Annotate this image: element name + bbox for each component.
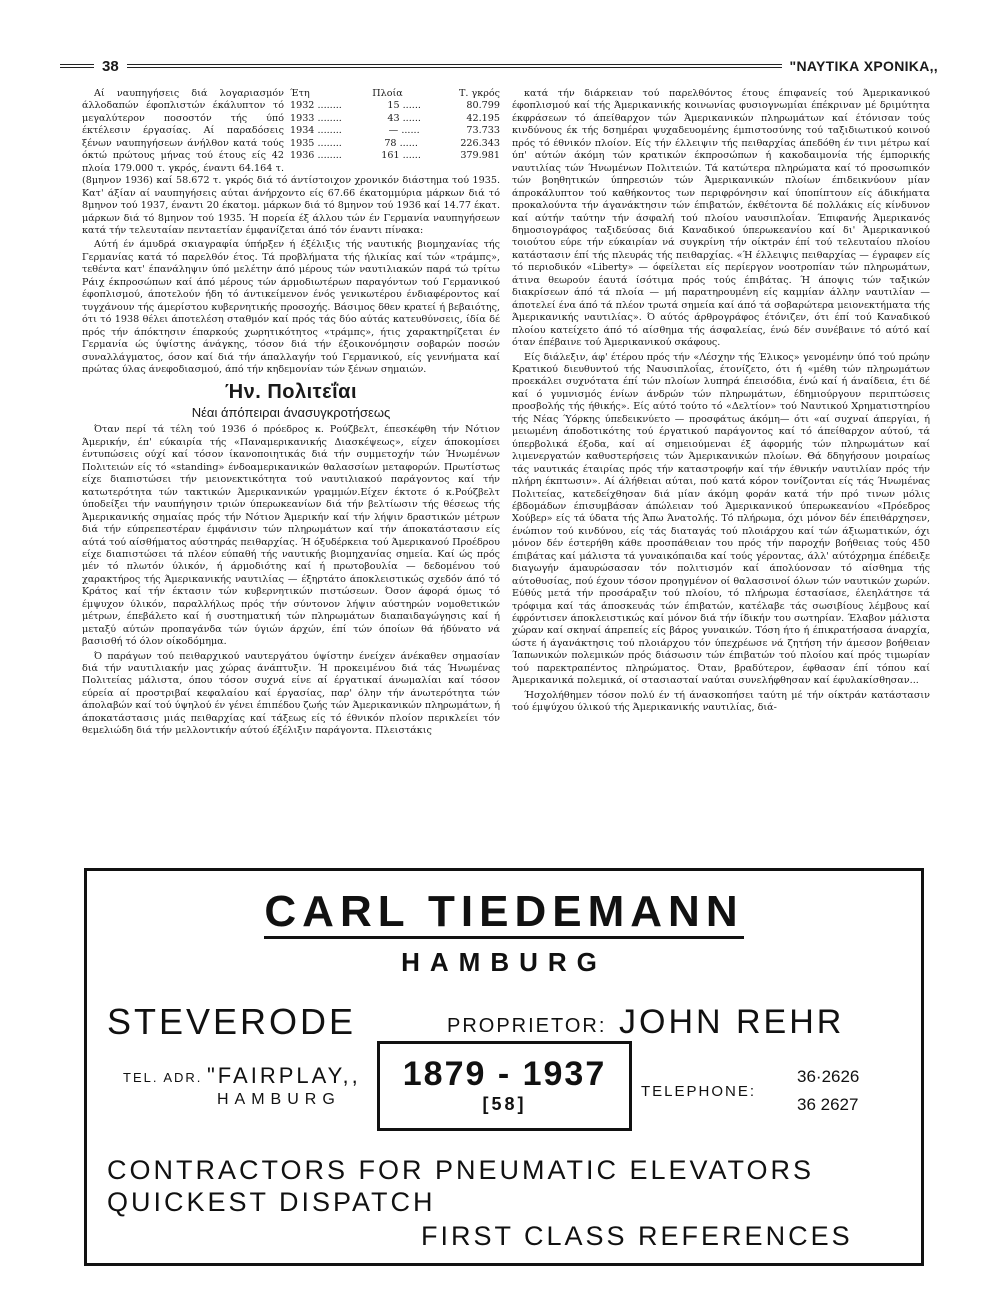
- table-header-tonnage: Τ. γκρός: [458, 88, 500, 99]
- table-cell-tonnage: 42.195: [466, 112, 500, 124]
- section-title: Ήν. Πολιτεΐαι: [224, 381, 358, 404]
- article-paragraph: Αύτή έν άμυδρά σκιαγραφία ύπήρξεν ή έξέλιξις τής ναυτικής βιομηχανίας τής Γερμανίας κατά τό παρελθόν έτος. Τά προβλήματα τής ήλικίας καί τών «τράμπς», τεθέντα κατ' έπανάληψιν ύπό μελέτην άπό μέρους τών ναυτιλιακών παρά τώ τρίτω Ράιχ έκπροσώπων καί άπό μέρους τών άρμοδιωτέρων παραγόντων τού Γερμανικού έφοπλισμού, άποτελούν ήδη τό άντικείμενον ένός γενικωτέρου ένδιαφέροντος καί τυγχάνουν τής άμερίστου κυβερνητικής προσοχής. Βάσιμος δθεν κρατεί ή βεβαιότης, ότι τό 1938 θέλει άποτελέση σταθμόν καί πρός τάς δύο αύτάς κατευθύνσεις, ίδία δέ πρός τήν άπόκτησιν έπαρκούς χωρητικότητος «τράμπς», ήτις χαρακτηρίζεται έν Γερμανία ώς ύψίστης άνάγκης, τόσον διά τήν έξοικονόμησιν σοβαρών ποσών συναλλάγματος, όσον καί διά τήν άπαλλαγήν τού Γερμανικού, είς γεννήματα καί πρώτας ύλας άνεφοδιασμού, άπό τήν κηδεμονίαν τών ξένων σημαιών.: [82, 239, 500, 375]
- ad-tel-adr-city: HAMBURG: [217, 1091, 341, 1108]
- article-paragraph: Όταν περί τά τέλη τού 1936 ό πρόεδρος κ. Ρούζβελτ, έπεσκέφθη τήν Νότιον Άμερικήν, έπ' εύκαιρία τής «Παναμερικανικής Διασκέψεως», είχεν άποκομίσει έντυπώσεις ούχί καί τόσον ίκανοποιητικάς διά τήν συμμετοχήν τών Ήνωμένων Πολιτειών είς τό «standing» ένδοαμερικανικών θαλασσίων μεταφορών. Πρωτίστως είχε διαπιστώσει τήν μειονεκτικότητα τού ναυτιλιακού παράγοντος καί τήν κατωτερότητα τών τακτικών Άμερικανικών γραμμών.Είχεν έκτοτε ό κ.Ρούζβελτ ύποδείξει τήν ναυπήγησιν τριών ύπερωκεανίων διά τήν βελτίωσιν τής θέσεως τής Άμερικανικής σημαίας πρός τήν Νότιον Άμερικήν καί τήν λήψιν δραστικών μέτρων διά τήν εύπρεπεστέραν έμφάνισιν τών πληρωμάτων καί τήν άποκατάστασιν είς αύτά τού αίσθήματος αύστηράς πειθαρχίας. Ή όξυδέρκεια τού Άμερικανού Προέδρου είχε διαπιστώσει τά πλέον εύπαθή τής ναυτικής βιομηχανίας σημεία. Καί ώς πρός μέν τό πλωτόν ύλικόν, ή άρμοδιότης καί ή πρωτοβουλία — δεδομένου τού χαρακτήρος τής Άμερικανικής ναυτιλίας — έξηρτάτο άποκλειστικώς σχεδόν άπό τό Κράτος καί τήν έκτασιν τών κυβερνητικών πιστώσεων. Όσον άφορά όμως τό έμψυχον ύλικόν, παραλλήλως πρός τήν σύντονον λήψιν αύστηρών νομοθετικών μέτρων, έπεβάλετο καί ή συστηματική τών πληρωμάτων διαπαιδαγώγησις καί ή μεταξύ αύτών προπαγάνδα τών ύγιών άρχών, έπί τών όποίων θά ήδύνατο νά βασισθή τό όλον οίκοδόμημα.: [82, 424, 500, 648]
- table-header-ships: Πλοία: [372, 88, 403, 99]
- header-rule-left: [60, 64, 94, 68]
- ad-company-name: [87, 887, 921, 937]
- article-paragraph: Είς διάλεξιν, άφ' έτέρου πρός τήν «Λέσχην τής Έλικος» γενομένην ύπό τού πρώην Κρατικού διευθυντού τής Ναυσιπλοΐας, έτονίζετο, ότι ή «μέθη τών πληρωμάτων προεκάλει συχνότατα έπί τών πλοίων λυπηρά έπεισόδια, ένώ καί ή άναίδεια, έτι δέ καί ό γυμνισμός ένίων άνδρών τών πληρωμάτων, έδημιούργουν περιπτώσεις προσβολής τής ήθικής». Είς αύτό τούτο τό «Δελτίον» τού Ναυτικού Χρηματιστηρίου τής Νέας Ύόρκης ύπεδεικνύετο — προσφάτως άκόμη— ότι «αί συχναί άπεργίαι, ή μειωμένη άποδοτικότης τού έργατικού παράγοντος καί τό άπείθαρχον αύτού, τά ύπερβολικά έξοδα, καί αί σημειούμεναι έξ άφορμής τών πληρωμάτων καί λιμενεργατών καθυστερήσεις τών Άμερικανικών πλοίων. Θά δδηγήσουν μοιραίως τάς ναυτικάς έταιρίας πρός τήν καταστροφήν καί τήν έθνικήν ναυτιλίαν πρός τήν πλήρη έκπτωσιν». Αί άλήθειαι αύται, πού κατά κόρον τονίζονται είς τάς Ήνωμένας Πολιτείας, κατεδείχθησαν διά μίαν άκόμη φοράν κατά τήν πρό τινων μόλις έβδομάδων έπισυμβάσαν άπώλειαν τού Άμερικανικού ύπερωκεανίου «Πρόεδρος Χούβερ» είς τά ύδατα τής Άπω Άνατολής. Τό πλήρωμα, όχι μόνον δέν έπειθάρχησεν, ένώπιον τού κινδύνου, είς τάς διαταγάς τού πλοιάρχου καί τών άξιωματικών, όχι μόνον δέν έστερήθη κάθε προσπάθειαν του πρός τήν παροχήν βοήθειας τούς 450 έπιβάτας καί μάλιστα τά γυναικόπαιδα καί τούς γέροντας, άλλ' αύτόχρημα έπέδειξε διαγωγήν άμαυρώσασαν τόν πολιτισμόν καί άπολύονσαν τό αίσθημα τής αύτοθυσίας, πού έχουν τόσον προηγμένον οί θαλασσινοί όλων τών ναυτικών χωρών. Εύθύς μετά τήν προσάραξιν τού πλοίου, τό πλήρωμα έστασίασε, έλεηλάτησε τά τρόφιμα καί τάς άποσκευάς τών έπιβατών, κατέλαβε τάς σωσιβίους λέμβους καί έφρόντισεν άποκλειστικώς καί μόνον διά τήν ίδικήν του σωτηρίαν. Έλαβον μάλιστα χώραν καί σκηναί άπρεπείς είς βάρος γυναικών. Τόση ήτο ή έπικρατήσασα άναρχία, ώστε ή άγανάκτησις τού πλοιάρχου τόν ύπεχρέωσε νά ζητήση τήν άμεσον βοήθειαν Ίαπωνικών πολεμικών πρός διάσωσιν τών έπιβατών τού πλοίου καί πρός τιμωρίαν τού παρεκτραπέντος πληρώματος. Όταν, βραδύτερον, έφθασαν έπί τόπου καί Άμερικανικά πολεμικά, οί στασιασταί ναύται συνελήφθησαν καί έφυλακίσθησαν...: [512, 351, 930, 687]
- table-cell-tonnage: 80.799: [466, 100, 500, 112]
- header-rule-right: [127, 64, 782, 68]
- page-header: [60, 56, 938, 76]
- ad-tagline: CONTRACTORS FOR PNEUMATIC ELEVATORS: [107, 1155, 815, 1185]
- ad-telephone-label: TELEPHONE:: [641, 1083, 757, 1100]
- table-cell-tonnage: 226.343: [460, 137, 500, 149]
- table-cell-year: 1933 ........: [290, 112, 342, 124]
- article-paragraph: Αί ναυπηγήσεις διά λογαριασμόν άλλοδαπών έφοπλιστών έκάλυπτον τό μεγαλύτερον ποσοστόν τής ύπό έκτέλεσιν έργασίας. Αί παραδόσεις ξένων ναυπηγήσεων άνήλθον κατά τούς όκτώ πρώτους μήνας τού έτους είς 42 πλοία 179.000 τ. γκρός, έναντι 64.164 τ. (8μηνον 1936) καί 58.672 τ. γκρός διά τό άντίστοιχον χρονικόν διάστημα τού 1935. Κατ' άξίαν αί ναυπηγήσεις αύται άνήρχοντο είς 67.66 έκατομμύρια μάρκων διά τό 8μηνον τού 1937, έναντι 20 έκατομ. μάρκων διά τό 8μηνον τού 1936 καί 14.77 έκατ. μάρκων διά τό 8μηνον τού 1935. Ή πορεία έξ άλλου τών έν Γερμανία ναυπηγήσεων κατά τήν τελευταίαν πενταετίαν έμφανίζεται άπό τόν έναντι πίνακα:: [82, 88, 500, 236]
- ad-company-name-text: CARL TIEDEMANN: [264, 887, 743, 939]
- table-cell-tonnage: 73.733: [466, 125, 500, 137]
- journal-title: "ΝΑΥΤΙΚΑ ΧΡΟΝΙΚΑ,,: [789, 58, 938, 74]
- article-paragraph: Ό παράγων τού πειθαρχικού ναυτεργάτου ύψίστην ένείχεν άνέκαθεν σημασίαν διά τήν ναυτιλιακήν μας χώρας άνάπτυξιν. Ή προκειμένου διά τάς Ήνωμένας Πολιτείας μάλιστα, όπου τόσον συχνά είνε αί έργατικαί άνωμαλίαι καί τόσον εύρεία αί προστριβαί κεφαλαίου καί έργασίας, παρ' όλην τήν άνωτερότητα τών άπολαβών καί τού ύψηλού έν γένει έπιπέδου ζωής τών Άμερικανικών πληρωμάτων, ή άποκατάστασις μιάς πειθαρχίας καί τάξεως είς τό έθνικόν πλοίον περικλείει τόν θεμελιώδη διά τήν μελλοντικήν αύτού έξέλιξιν παράγοντα. Πλειστάκις: [82, 650, 501, 737]
- ad-code: [58]: [482, 1094, 527, 1114]
- article-paragraph: Ήσχολήθημεν τόσον πολύ έν τή άνασκοπήσει ταύτη μέ τήν οίκτράν κατάστασιν τού έμψύχου ύλικού τής Άμερικανικής ναυτιλίας, διά-: [512, 689, 930, 714]
- table-cell-year: 1935 ........: [290, 137, 342, 149]
- right-column: [512, 88, 930, 717]
- ad-proprietor-name: JOHN REHR: [619, 1003, 845, 1041]
- article-paragraph: κατά τήν διάρκειαν τού παρελθόντος έτους έπιφανείς τού Άμερικανικού έφοπλισμού καί τής Άμερικανικής κοινωνίας φυσιογνωμίαι έπέκριναν μέ δριμύτητα έκφράσεων τό άπείθαρχον τών Άμερικανικών πληρωμάτων καί έτόνισαν τούς κινδύνους έκ τής δσημέραι ψυχαδευομένης έμπιστοσύνης τού ταξιδιωτικού κοινού πρός τό έθνικόν πλοίον. Είς τήν έλλειψιν τής πειθαρχίας άπεδόθη έν τινι μέτρω καί ύπ' αύτών άκόμη τών κρατικών έκπροσώπων ή κακοδαιμονία τής έμπορικής ναυτιλίας τών Ήνωμένων Πολιτειών. Τά κατώτερα πληρώματα καί τό προσωπικόν τών βοηθητικών ύπηρεσιών τών Άμερικανικών πλοίων έπιδεικνύουν μίαν άπροκάλυπτον τού καθήκοντος των περιφρόνησιν καί ύποπίπτουν είς άδικήματα προκαλούντα τήν άγανάκτησιν τών έπιβατών, έκθέτοντα δέ πολλάκις είς κίνδυνον καί αύτήν ταύτην τήν άσφαλή τού πλοίου ναυσιπλοΐαν. Έπιφανής Άμερικανός δημοσιογράφος ταξιδεύσας διά Καναδικού ύπερωκεανίου καί δι' Άμερικανικού τοιούτου εύρε τήν εύκαιρίαν νά συγκρίνη τήν οίκτράν έπί τού τελευταίου πλοίου κατάστασιν έπί τής πλευράς τής πειθαρχίας. «Ή έλλειψις πειθαρχίας — έγραφεν είς τό περιοδικόν «Liberty» — όφείλεται είς περίεργον νοοτροπίαν τών πληρωμάτων, άτινα θεωρούν έαυτά ίσότιμα πρός τούς έπιβάτας. Ή άποψις τών ταξικών διακρίσεων άπό τά πλοία — μή παρατηρουμένη είς καμμίαν άλλην ναυτιλίαν — άποτελεί ένα άπό τά πλέον τρωτά σημεία καί άπό τά σοβαρώτερα μειονεκτήματα τής Άμερικανικής ναυτιλίας». Ό αύτός άρθρογράφος έτόνιζεν, ότι έπί τού Καναδικού πλοίου κατείχετο άπό τό αίσθημα τής άσφαλείας, ένώ δέν συνέβαινε τό αύτό καί όταν έπέβαινε τού Άμερικανικού σκάφους.: [512, 88, 930, 349]
- table-row: [290, 138, 500, 150]
- table-cell-year: 1934 ........: [290, 125, 342, 137]
- ad-tel-adr-value: "FAIRPLAY,,: [207, 1063, 361, 1088]
- table-cell-ships: 43 ......: [387, 112, 421, 124]
- ad-proprietor-label: PROPRIETOR:: [447, 1015, 607, 1037]
- table-row: [290, 113, 500, 125]
- advertisement-box: [84, 868, 924, 1266]
- ad-business: STEVERODE: [107, 1001, 357, 1042]
- ad-telephone-number: 36 2627: [797, 1095, 859, 1114]
- ad-tagline: FIRST CLASS REFERENCES: [421, 1221, 853, 1251]
- table-cell-year: 1932 ........: [290, 100, 342, 112]
- table-cell-tonnage: 379.981: [460, 150, 500, 162]
- table-header-years: Έτη: [290, 88, 310, 99]
- ad-tagline: QUICKEST DISPATCH: [107, 1187, 436, 1217]
- table-row: [290, 100, 500, 112]
- ad-years: 1879 - 1937: [402, 1055, 607, 1093]
- table-cell-ships: 78 ......: [384, 137, 418, 149]
- table-cell-year: 1936 ........: [290, 150, 342, 162]
- section-subtitle: Νέαι άπόπειραι άνασυγκροτήσεως: [191, 405, 391, 421]
- ad-years-box: [377, 1041, 632, 1131]
- table-cell-ships: 15 ......: [387, 100, 421, 112]
- page-number: 38: [102, 57, 119, 75]
- table-row: [290, 125, 500, 137]
- ad-city: HAMBURG: [401, 947, 607, 977]
- ad-tel-adr-label: TEL. ADR.: [123, 1070, 203, 1085]
- table-row: [290, 150, 500, 162]
- table-header: [290, 88, 500, 100]
- table-cell-ships: 161 ......: [381, 150, 421, 162]
- shipbuilding-table: [290, 88, 500, 163]
- table-cell-ships: — ......: [388, 125, 420, 137]
- left-column: [82, 88, 500, 740]
- ad-telephone-number: 36·2626: [797, 1067, 860, 1086]
